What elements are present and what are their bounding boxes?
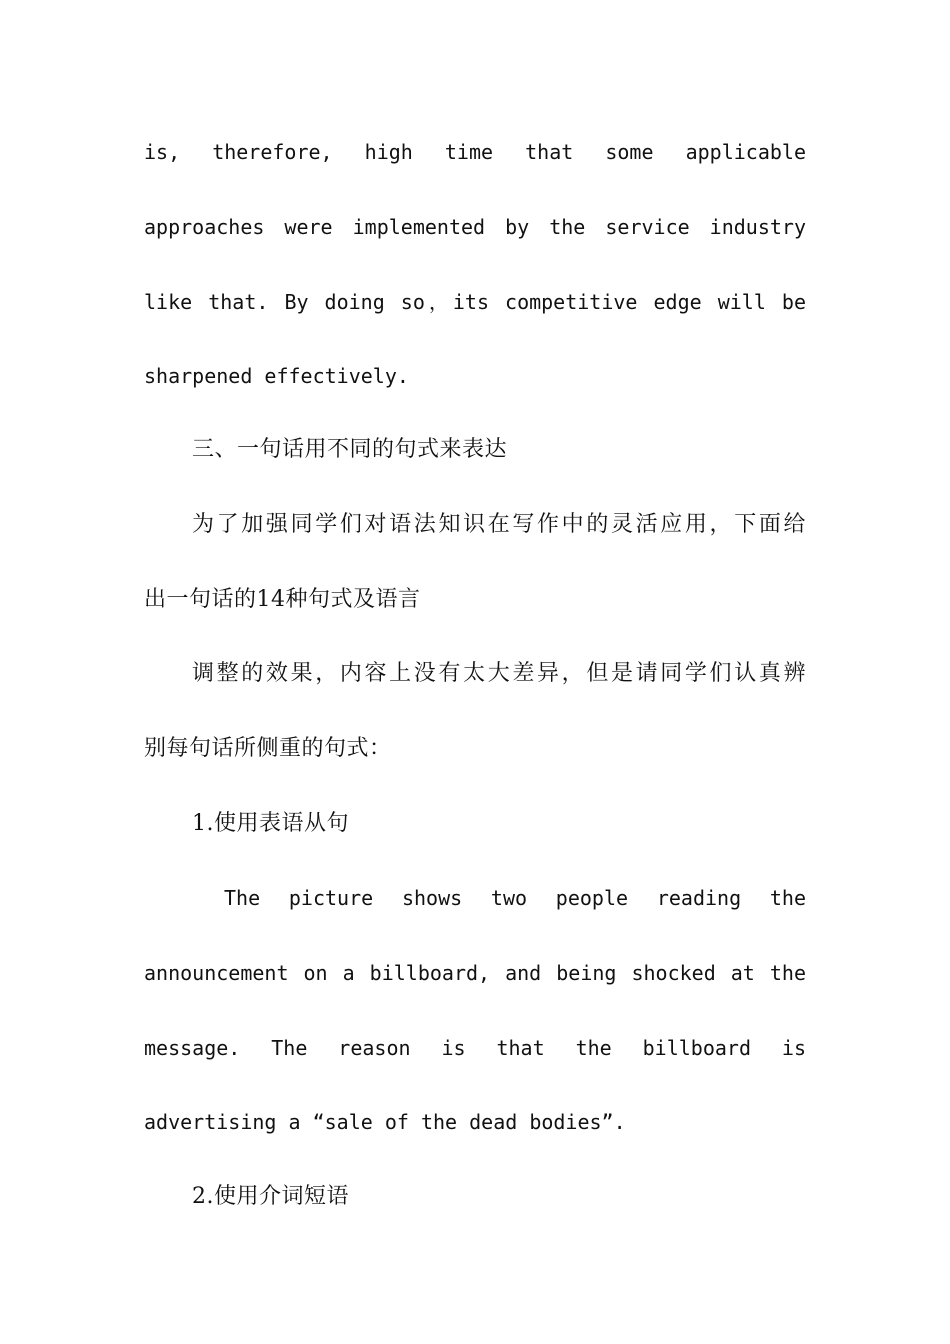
document-page	[144, 0, 806, 1344]
paragraph-line: approaches were implemented by the service industry	[144, 215, 806, 239]
paragraph-line: 出一句话的14种句式及语言	[144, 587, 421, 612]
paragraph-line: sharpened effectively.	[144, 364, 409, 388]
paragraph-line: 为了加强同学们对语法知识在写作中的灵活应用，下面给	[192, 512, 806, 537]
section-heading: 三、一句话用不同的句式来表达	[192, 437, 508, 462]
list-item-heading: 1.使用表语从句	[192, 811, 349, 836]
paragraph-line: message. The reason is that the billboard is	[144, 1036, 806, 1060]
paragraph-line: advertising a “sale of the dead bodies”.	[144, 1110, 626, 1134]
paragraph-line: like that. By doing so，its competitive edge will be	[144, 290, 806, 314]
paragraph-line: 别每句话所侧重的句式：	[144, 736, 392, 761]
paragraph-line: is, therefore, high time that some applicable	[144, 140, 806, 164]
paragraph-line: announcement on a billboard, and being shocked at the	[144, 961, 806, 985]
list-item-heading: 2.使用介词短语	[192, 1184, 349, 1209]
paragraph-line: 调整的效果，内容上没有太大差异，但是请同学们认真辨	[192, 661, 806, 686]
paragraph-line: The picture shows two people reading the	[224, 886, 806, 910]
